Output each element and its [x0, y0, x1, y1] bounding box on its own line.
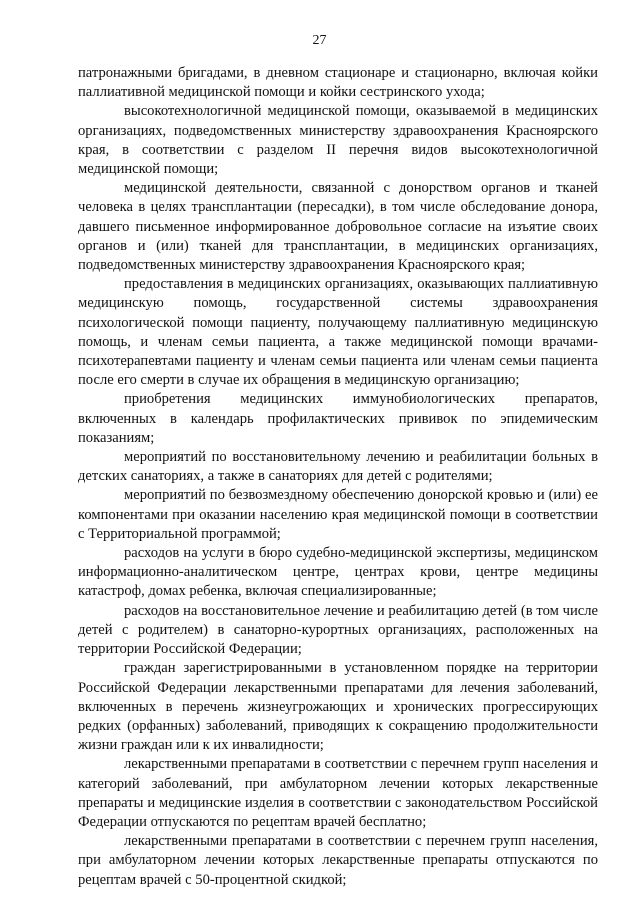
document-body: [78, 64, 598, 890]
paragraph-discount-prescriptions: лекарственными препаратами в соответствии с перечнем групп населения, при амбулаторном лечении которых лекарственные препараты отпускаются по рецептам врачей с 50-процентной скидкой;: [78, 833, 598, 888]
paragraph-continuation: патронажными бригадами, в дневном стационаре и стационарно, включая койки паллиативной медицинской помощи и койки сестринского ухода;: [78, 65, 598, 101]
paragraph-palliative-psychological-help: предоставления в медицинских организациях, оказывающих паллиативную медицинскую помощь, государственной системы здравоохранения психологической помощи пациенту, получающему паллиативную медицинскую помощь, и членам семьи пациента, а также медицинской помощи врачами-психотерапевтами пациенту и членам семьи пациента или членам семьи пациента после его смерти в случае их обращения в медицинскую организацию;: [78, 276, 598, 389]
paragraph-child-sanatoriums: мероприятий по восстановительному лечению и реабилитации больных в детских санаториях, а также в санаториях для детей с родителями;: [78, 449, 598, 485]
paragraph-free-prescriptions: лекарственными препаратами в соответствии с перечнем групп населения и категорий заболеваний, при амбулаторном лечении которых лекарственные препараты и медицинские изделия в соответствии с законодательством Российской Федерации отпускаются по рецептам врачей бесплатно;: [78, 756, 598, 830]
paragraph-donor-blood: мероприятий по безвозмездному обеспечению донорской кровью и (или) ее компонентами при оказании населению края медицинской помощи в соответствии с Территориальной программой;: [78, 487, 598, 542]
paragraph-immunobiological-preparations: приобретения медицинских иммунобиологических препаратов, включенных в календарь профилактических прививок по эпидемическим показаниям;: [78, 391, 598, 446]
paragraph-child-rehabilitation: расходов на восстановительное лечение и реабилитацию детей (в том числе детей с родителем) в санаторно-курортных организациях, расположенных на территории Российской Федерации;: [78, 602, 598, 658]
paragraph-high-tech-care: высокотехнологичной медицинской помощи, оказываемой в медицинских организациях, подведомственных министерству здравоохранения Красноярского края, в соответствии с разделом II перечня видов высокотехнологичной медицинской помощи;: [78, 103, 598, 178]
paragraph-organ-donation: медицинской деятельности, связанной с донорством органов и тканей человека в целях трансплантации (пересадки), в том числе обследование донора, давшего письменное информированное добровольное согласие на изъятие своих органов и (или) тканей для трансплантации, в медицинских организациях, подведомственных министерству здравоохранения Красноярского края;: [78, 180, 598, 274]
paragraph-rare-diseases: граждан зарегистрированными в установленном порядке на территории Российской Федерации лекарственными препаратами для лечения заболеваний, включенных в перечень жизнеугрожающих и хронических прогрессирующих редких (орфанных) заболеваний, приводящих к сокращению продолжительности жизни граждан или к их инвалидности;: [78, 660, 598, 754]
paragraph-forensic-services: расходов на услуги в бюро судебно-медицинской экспертизы, медицинском информационно-аналитическом центре, центрах крови, центре медицины катастроф, домах ребенка, включая специализированные;: [78, 545, 598, 600]
page-number: 27: [312, 33, 327, 48]
